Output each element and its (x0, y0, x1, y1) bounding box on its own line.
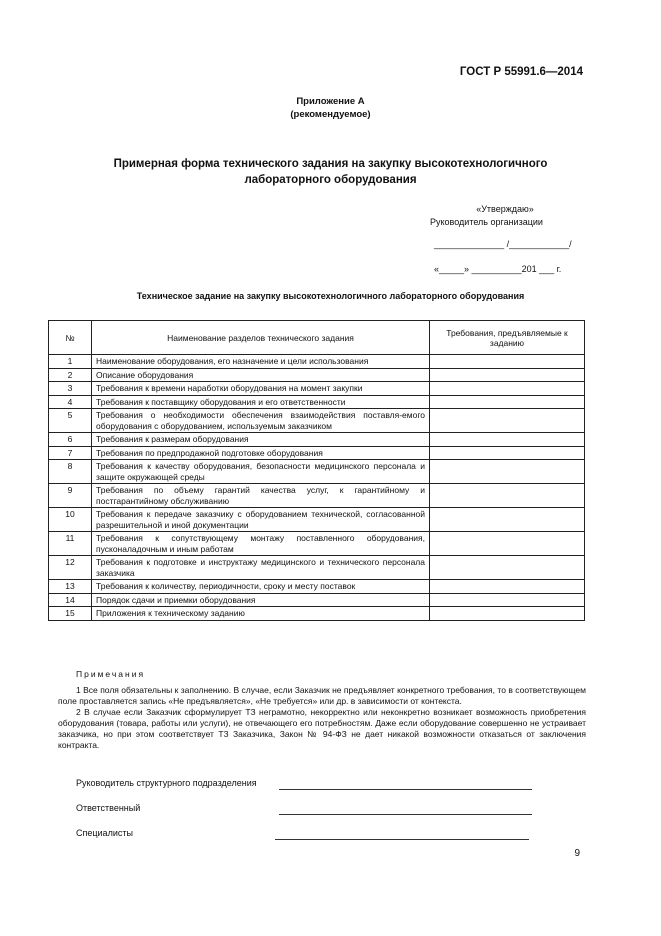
row-section-name: Требования к количеству, периодичности, сроку и месту поставок (92, 580, 430, 594)
row-section-name: Требования к времени наработки оборудования на момент закупки (92, 382, 430, 396)
row-number: 12 (49, 556, 92, 580)
appendix-type: (рекомендуемое) (290, 109, 371, 120)
table-row (49, 593, 585, 607)
table-row (49, 355, 585, 369)
signature-label-head: Руководитель структурного подразделения (76, 778, 257, 788)
row-section-name: Порядок сдачи и приемки оборудования (92, 593, 430, 607)
note-item: 1 Все поля обязательны к заполнению. В случае, если Заказчик не предъявляет конкретного требования, то в соответствующем поле проставляется запись «Не предъявляется», «Не требуется» или др. в зависимости от контекста. (58, 685, 586, 706)
header-section-name: Наименование разделов технического задания (92, 321, 430, 355)
row-number: 1 (49, 355, 92, 369)
table-title: Техническое задание на закупку высокотехнологичного лабораторного оборудования (136, 291, 525, 301)
table-row (49, 433, 585, 447)
signature-label-responsible: Ответственный (76, 803, 141, 813)
row-number: 10 (49, 508, 92, 532)
table-row (49, 368, 585, 382)
row-section-name: Требования к размерам оборудования (92, 433, 430, 447)
appendix-heading (0, 95, 661, 121)
table-row (49, 382, 585, 396)
table-row (49, 395, 585, 409)
row-requirement-cell[interactable] (430, 382, 585, 396)
row-number: 15 (49, 607, 92, 621)
header-requirements: Требования, предъявляемые к заданию (430, 321, 585, 355)
row-section-name: Требования по предпродажной подготовке оборудования (92, 446, 430, 460)
row-number: 14 (49, 593, 92, 607)
page-number: 9 (574, 848, 580, 859)
approval-position: Руководитель организации (430, 217, 543, 227)
row-section-name: Требования к подготовке и инструктажу медицинского и технического персонала заказчика (92, 556, 430, 580)
row-number: 4 (49, 395, 92, 409)
requirements-table (48, 320, 585, 621)
row-number: 13 (49, 580, 92, 594)
row-number: 3 (49, 382, 92, 396)
table-row (49, 532, 585, 556)
signature-label-specialists: Специалисты (76, 828, 133, 838)
row-section-name: Требования к передаче заказчику с оборудованием технической, согласованной разрешительной и иной документации (92, 508, 430, 532)
document-title: Примерная форма технического задания на закупку высокотехнологичного лабораторного оборудования (113, 158, 548, 186)
row-section-name: Наименование оборудования, его назначение и цели использования (92, 355, 430, 369)
table-row (49, 409, 585, 433)
header-number: № (49, 321, 92, 355)
row-requirement-cell[interactable] (430, 508, 585, 532)
note-item: 2 В случае если Заказчик сформулирует ТЗ неграмотно, некорректно или неконкретно возникает возможность приобретения оборудования (товара, работы или услуги), не отвечающего его потребностям. Даже если оборудование совершенно не устраивает заказчика, но при этом соответствует ТЗ Заказчика, Закон № 94-ФЗ не дает никакой возможности отказаться от заключения контракта. (58, 707, 586, 750)
row-number: 9 (49, 484, 92, 508)
row-number: 5 (49, 409, 92, 433)
approval-date-line: «_____» __________201 ___ г. (434, 264, 562, 274)
row-number: 8 (49, 460, 92, 484)
row-requirement-cell[interactable] (430, 532, 585, 556)
signature-line-head[interactable] (279, 789, 532, 790)
row-requirement-cell[interactable] (430, 460, 585, 484)
row-requirement-cell[interactable] (430, 409, 585, 433)
row-number: 6 (49, 433, 92, 447)
signature-line-specialists[interactable] (275, 839, 529, 840)
row-section-name: Требования к качеству оборудования, безопасности медицинского персонала и защите окружающей среды (92, 460, 430, 484)
row-section-name: Требования по объему гарантий качества услуг, к гарантийному и постгарантийному обслуживанию (92, 484, 430, 508)
row-section-name: Приложения к техническому заданию (92, 607, 430, 621)
row-section-name: Требования к сопутствующему монтажу поставленного оборудования, пусконаладочным и иным работам (92, 532, 430, 556)
row-number: 7 (49, 446, 92, 460)
row-section-name: Описание оборудования (92, 368, 430, 382)
table-row (49, 508, 585, 532)
row-requirement-cell[interactable] (430, 446, 585, 460)
row-requirement-cell[interactable] (430, 484, 585, 508)
row-requirement-cell[interactable] (430, 593, 585, 607)
table-row (49, 484, 585, 508)
row-section-name: Требования о необходимости обеспечения взаимодействия поставля-емого оборудования с оборудованием, используемым заказчиком (92, 409, 430, 433)
row-requirement-cell[interactable] (430, 355, 585, 369)
table-row (49, 607, 585, 621)
appendix-label: Приложение А (296, 96, 365, 107)
notes-section (58, 669, 586, 751)
approval-block (430, 203, 580, 229)
standard-number: ГОСТ Р 55991.6—2014 (459, 66, 583, 78)
row-number: 2 (49, 368, 92, 382)
row-requirement-cell[interactable] (430, 368, 585, 382)
signature-line-responsible[interactable] (279, 814, 532, 815)
table-row (49, 580, 585, 594)
row-section-name: Требования к поставщику оборудования и его ответственности (92, 395, 430, 409)
approval-signature-line: ______________ /____________/ (434, 239, 572, 249)
row-number: 11 (49, 532, 92, 556)
row-requirement-cell[interactable] (430, 607, 585, 621)
table-row (49, 460, 585, 484)
row-requirement-cell[interactable] (430, 556, 585, 580)
row-requirement-cell[interactable] (430, 580, 585, 594)
table-row (49, 446, 585, 460)
table-header-row (49, 321, 585, 355)
table-row (49, 556, 585, 580)
row-requirement-cell[interactable] (430, 395, 585, 409)
approval-word: «Утверждаю» (476, 204, 534, 214)
notes-heading: Примечания (76, 669, 146, 679)
row-requirement-cell[interactable] (430, 433, 585, 447)
